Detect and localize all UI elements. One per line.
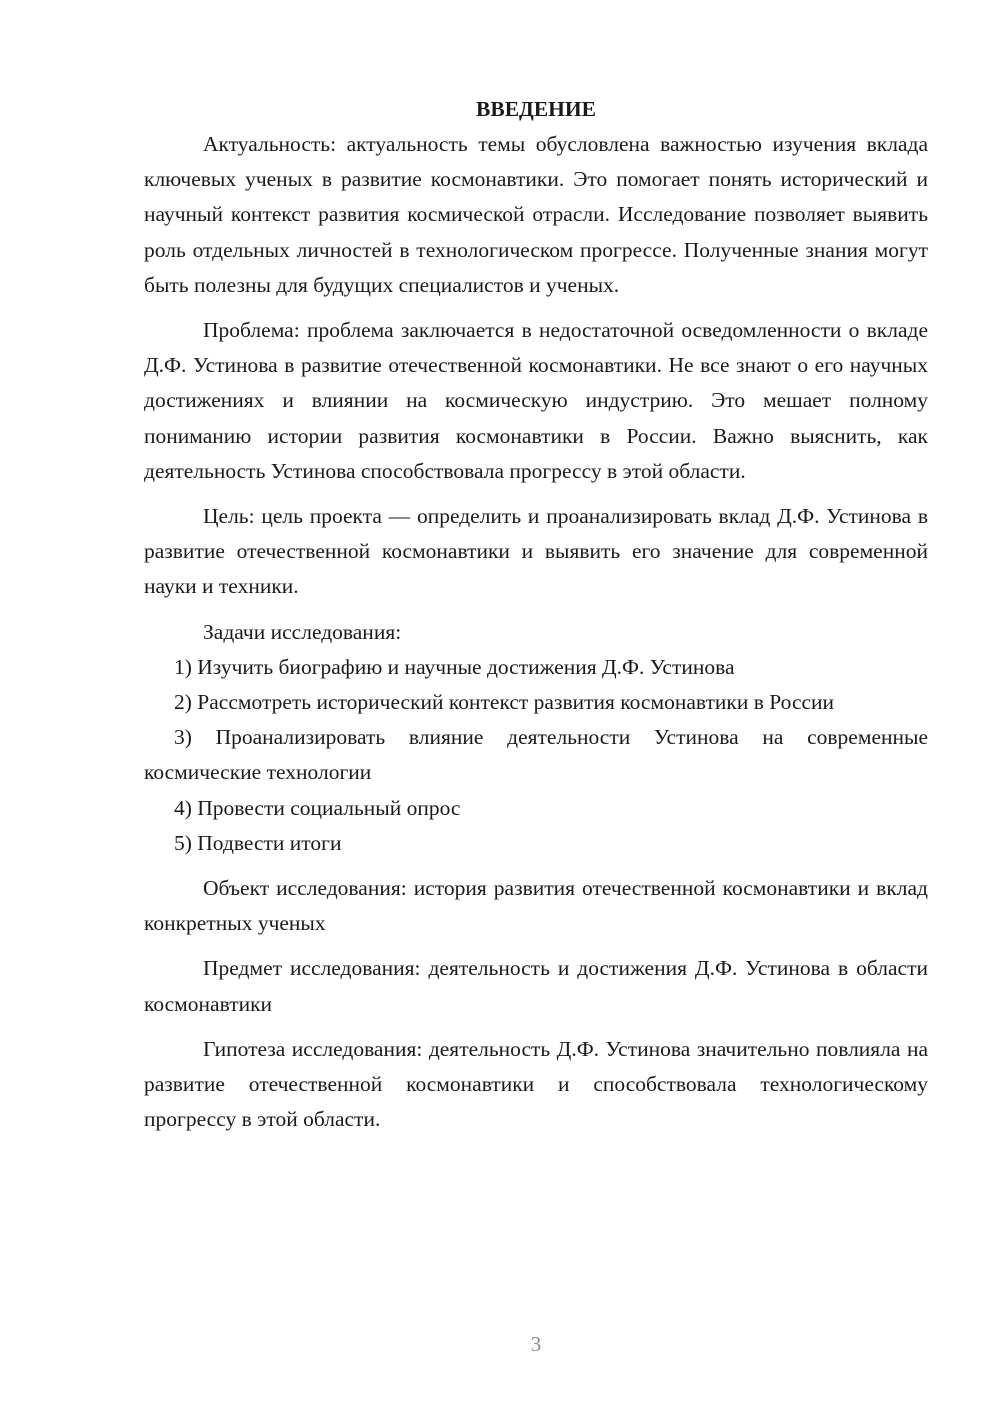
object-paragraph: Объект исследования: история развития отечественной космонавтики и вклад конкретных ученых <box>144 876 928 936</box>
page-number: 3 <box>530 1332 542 1356</box>
task-item-1: 1) Изучить биографию и научные достижения Д.Ф. Устинова <box>174 654 735 679</box>
relevance-paragraph: Актуальность: актуальность темы обусловлена важностью изучения вклада ключевых ученых в развитие космонавтики. Это помогает понять исторический и научный контекст развития космической отрасли. Исследование позволяет выявить роль отдельных личностей в технологическом прогрессе. Полученные знания могут быть полезны для будущих специалистов и ученых. <box>144 132 928 297</box>
tasks-title: Задачи исследования: <box>203 619 402 644</box>
task-item-2: 2) Рассмотреть исторический контекст развития космонавтики в России <box>174 690 835 715</box>
hypothesis-paragraph: Гипотеза исследования: деятельность Д.Ф. Устинова значительно повлияла на развитие отечественной космонавтики и способствовала технологическому прогрессу в этой области. <box>144 1036 928 1132</box>
subject-paragraph: Предмет исследования: деятельность и достижения Д.Ф. Устинова в области космонавтики <box>144 956 928 1016</box>
document-page <box>144 92 928 1137</box>
goal-paragraph: Цель: цель проекта — определить и проанализировать вклад Д.Ф. Устинова в развитие отечественной космонавтики и выявить его значение для современной науки и техники. <box>144 504 928 599</box>
section-heading: ВВЕДЕНИЕ <box>476 97 596 121</box>
task-item-4: 4) Провести социальный опрос <box>174 795 461 820</box>
problem-paragraph: Проблема: проблема заключается в недостаточной осведомленности о вкладе Д.Ф. Устинова в развитие отечественной космонавтики. Не все знают о его научных достижениях и влиянии на космическую индустрию. Это мешает полному пониманию истории развития космонавтики в России. Важно выяснить, как деятельность Устинова способствовала прогрессу в этой области. <box>144 318 928 483</box>
task-item-5: 5) Подвести итоги <box>174 830 342 855</box>
task-item-3: 3) Проанализировать влияние деятельности Устинова на современные космические технологии <box>144 725 928 785</box>
